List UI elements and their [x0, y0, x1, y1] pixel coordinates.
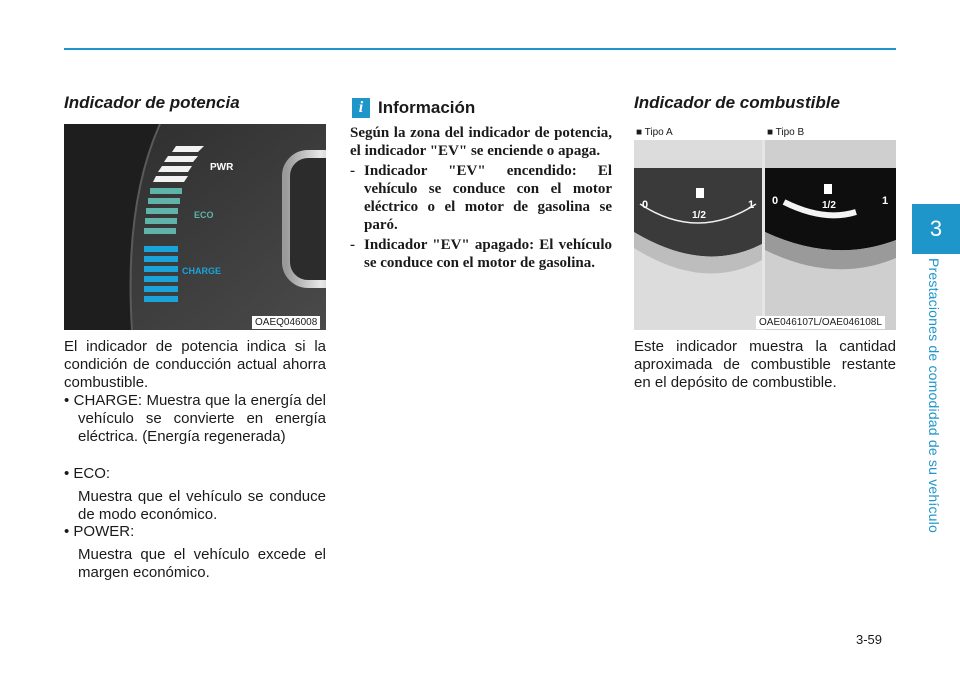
type-b-zero: 0: [772, 195, 779, 207]
bullet-charge: [64, 392, 326, 446]
bullet-charge-text: • CHARGE: Muestra que la energía del vehículo se convierte en energía eléctrica. (Energía regenerada): [64, 392, 326, 445]
type-b-label: ■ Tipo B: [767, 127, 805, 138]
bullet-power-label: • POWER:: [64, 523, 135, 540]
fuel-figure-code: OAE046107L/OAE046108L: [756, 316, 885, 329]
bullet-eco: [64, 465, 326, 524]
fuel-pump-icon: [824, 184, 832, 194]
info-item-ev-on-text: Indicador "EV" encendido: El vehículo se conduce con el motor eléctrico o el motor de gasolina se paró.: [364, 163, 612, 233]
chapter-number-tab: 3: [912, 204, 960, 254]
gauge-label-charge: CHARGE: [182, 266, 222, 276]
info-title: Información: [378, 98, 476, 117]
bullet-eco-text: Muestra que el vehículo se conduce de modo económico.: [78, 488, 326, 523]
type-b-one: 1: [882, 195, 889, 207]
fuel-indicator-heading: Indicador de combustible: [634, 93, 840, 112]
fuel-description-text: Este indicador muestra la cantidad aproximada de combustible restante en el depósito de combustible.: [634, 338, 896, 391]
info-intro: Según la zona del indicador de potencia, el indicador "EV" se enciende o apaga.: [350, 125, 612, 159]
type-a-label: ■ Tipo A: [636, 127, 673, 138]
bullet-eco-label: • ECO:: [64, 465, 111, 482]
info-item-ev-on: [350, 162, 612, 234]
fuel-gauge-illustration: [634, 124, 896, 330]
bullet-power: [64, 523, 326, 582]
power-gauge-figure: [64, 124, 326, 330]
chapter-title-vertical: [922, 258, 942, 548]
info-icon: i: [352, 98, 370, 118]
power-intro-text: El indicador de potencia indica si la condición de conducción actual ahorra combustible.: [64, 338, 326, 391]
info-header: [352, 98, 475, 118]
bullet-power-text: Muestra que el vehículo excede el margen económico.: [78, 546, 326, 581]
power-gauge-illustration: [64, 124, 326, 330]
dash-marker: -: [350, 237, 355, 253]
info-body: [350, 124, 612, 272]
type-a-one: 1: [748, 199, 755, 211]
type-a-zero: 0: [642, 199, 649, 211]
type-a-half: 1/2: [692, 210, 706, 221]
gauge-label-eco: ECO: [194, 210, 214, 220]
dash-marker: -: [350, 163, 355, 179]
info-item-ev-off: [350, 236, 612, 272]
page-number: 3-59: [856, 632, 883, 647]
power-indicator-heading: Indicador de potencia: [64, 93, 240, 112]
power-figure-code: OAEQ046008: [252, 316, 320, 329]
type-b-half: 1/2: [822, 200, 836, 211]
gauge-label-pwr: PWR: [210, 162, 234, 173]
fuel-gauge-figure: [634, 124, 896, 330]
chapter-title-text: Prestaciones de comodidad de su vehículo: [926, 258, 942, 533]
info-item-ev-off-text: Indicador "EV" apagado: El vehículo se conduce con el motor de gasolina.: [364, 237, 612, 271]
fuel-pump-icon: [696, 188, 704, 198]
top-rule: [64, 48, 896, 50]
